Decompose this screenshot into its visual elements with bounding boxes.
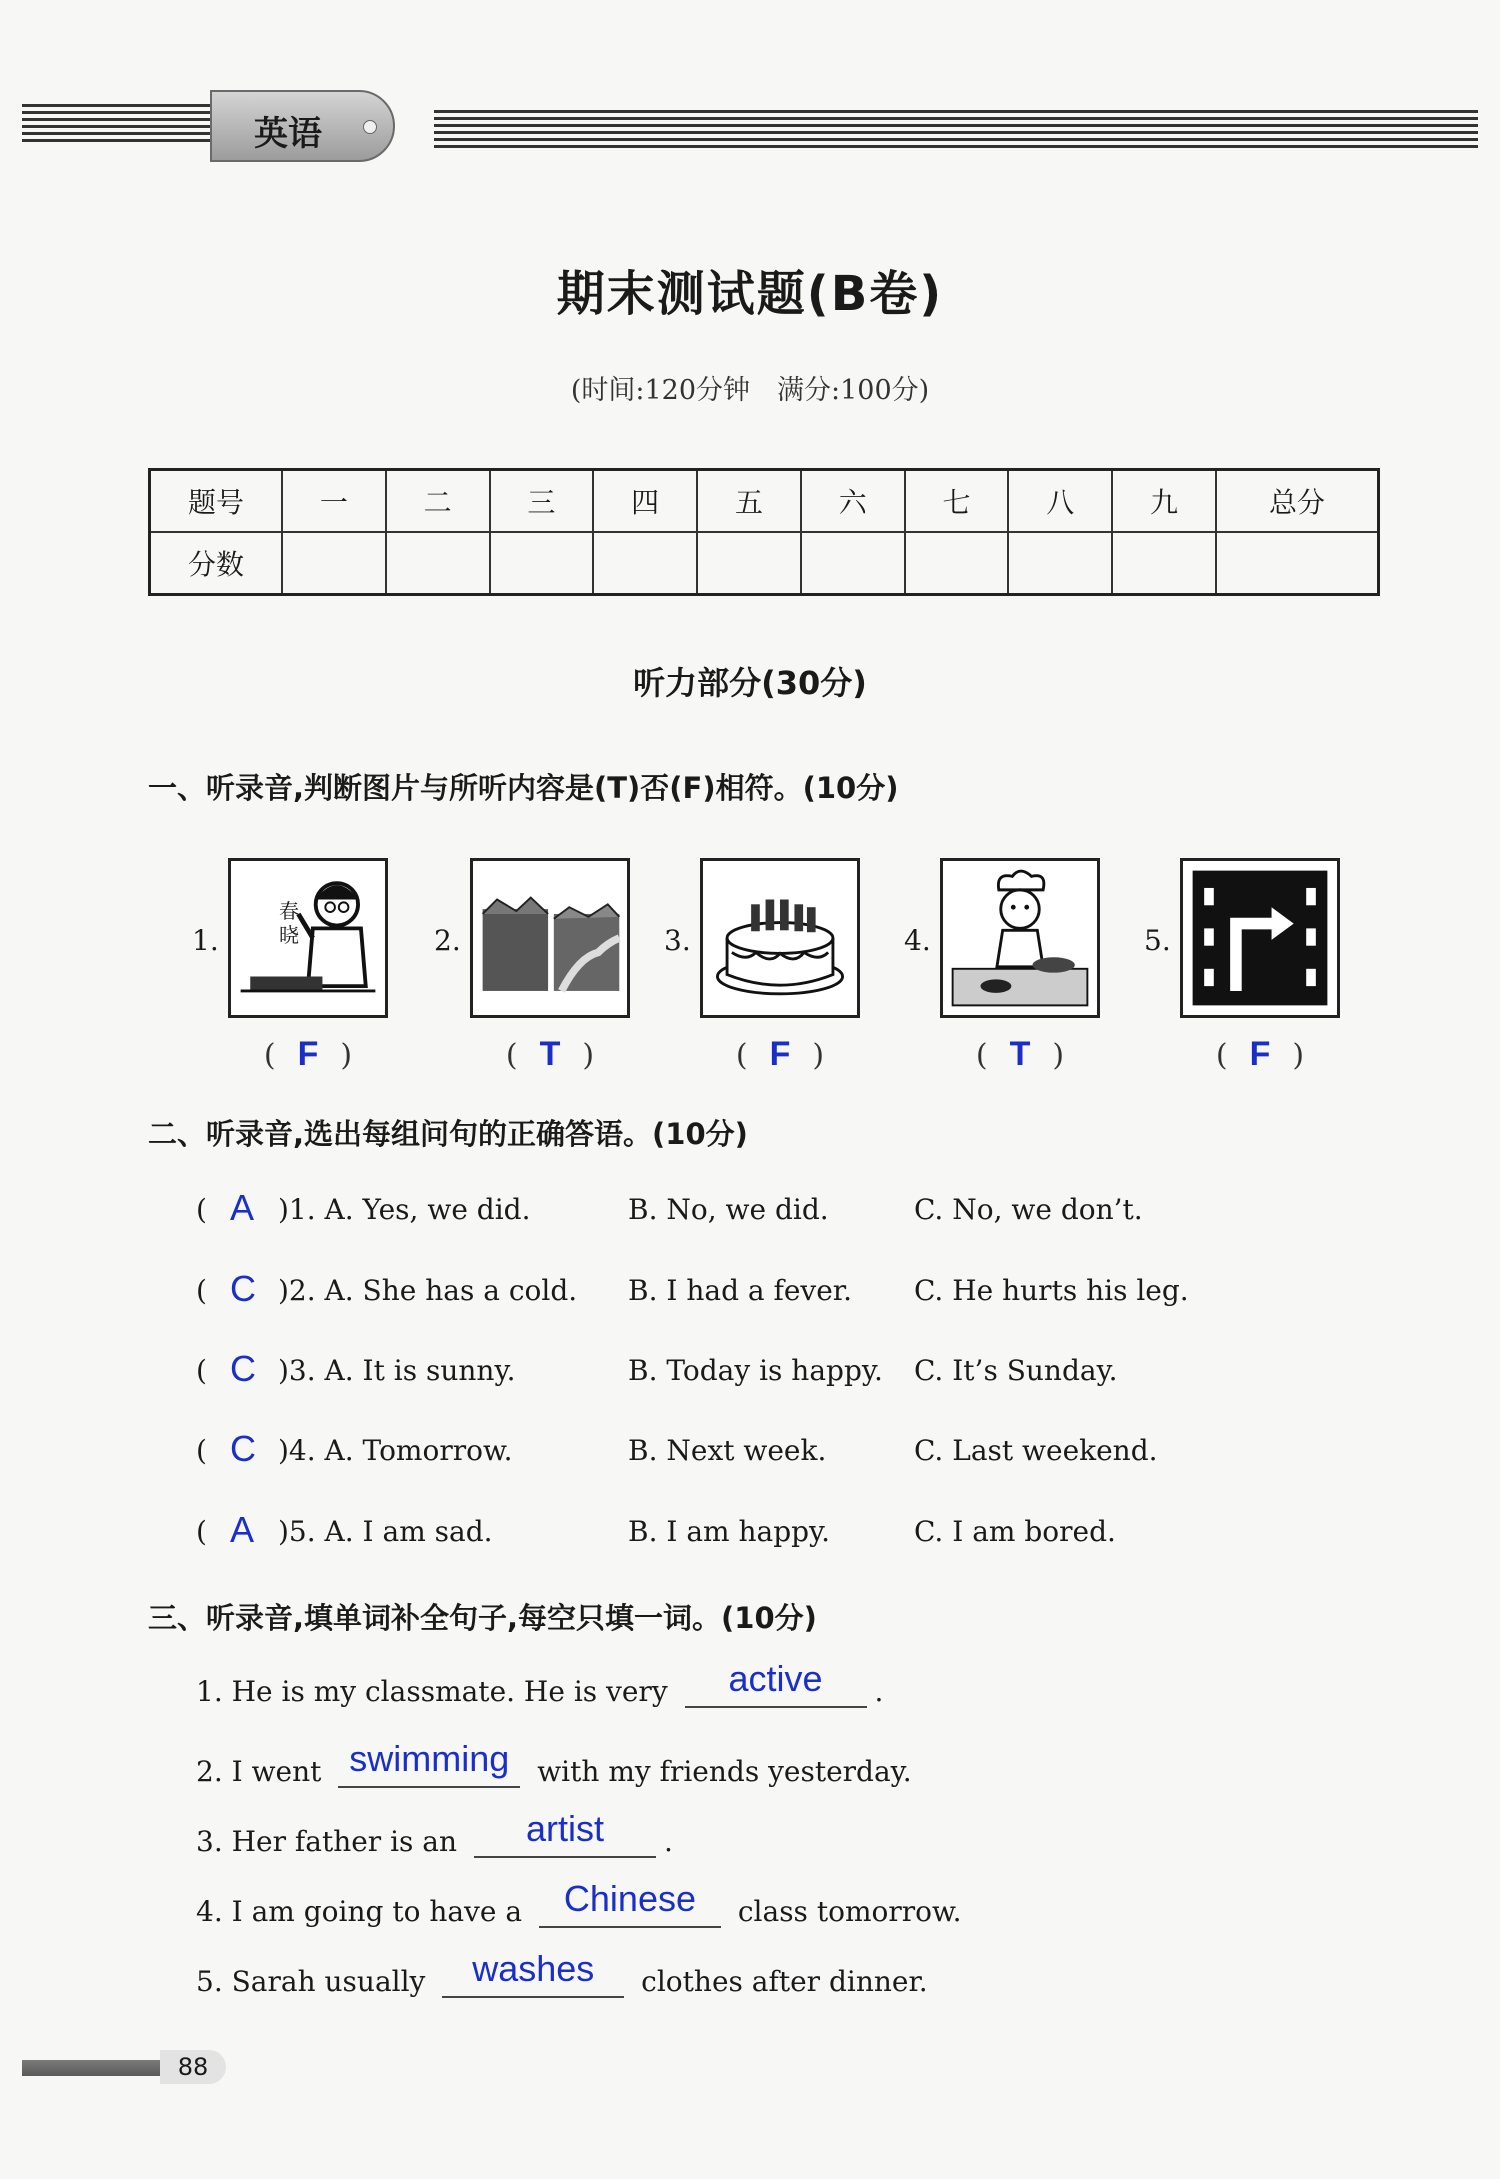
fill-question-1 <box>196 1658 884 1708</box>
fill-question-4 <box>196 1878 962 1928</box>
subject-tab <box>210 90 395 162</box>
sentence-before: 5. Sarah usually <box>196 1965 426 1998</box>
table-cell: 一 <box>282 470 386 533</box>
answer-text: washes <box>472 1948 595 1989</box>
sentence-before: 2. I went <box>196 1755 322 1788</box>
table-cell: 四 <box>593 470 697 533</box>
answer-text: T <box>539 1035 561 1073</box>
fill-question-2 <box>196 1738 912 1788</box>
table-cell: 七 <box>905 470 1009 533</box>
table-cell: 总分 <box>1216 470 1379 533</box>
table-cell: 题号 <box>150 470 283 533</box>
answer-text: C <box>230 1428 256 1469</box>
answer-text: Chinese <box>563 1878 696 1919</box>
table-cell: 三 <box>490 470 594 533</box>
score-entry-cell[interactable] <box>490 532 594 595</box>
fill-question-5 <box>196 1948 928 1998</box>
table-cell: 八 <box>1008 470 1112 533</box>
sentence-after: with my friends yesterday. <box>537 1755 912 1788</box>
girl-cooking-icon <box>940 858 1100 1018</box>
option-b: B. I had a fever. <box>628 1274 853 1307</box>
section2-title: 二、听录音,选出每组问句的正确答语。(10分) <box>148 1117 748 1151</box>
answer-text: artist <box>525 1808 604 1849</box>
score-entry-cell[interactable] <box>1008 532 1112 595</box>
score-table-score-row <box>150 532 1379 595</box>
answer-blank[interactable] <box>474 1808 656 1858</box>
answer-text: F <box>1249 1035 1271 1073</box>
score-entry-cell[interactable] <box>593 532 697 595</box>
option-c: C. It’s Sunday. <box>914 1354 1118 1387</box>
sentence-after: . <box>663 1825 673 1858</box>
option-c: C. He hurts his leg. <box>914 1274 1189 1307</box>
tf-answer-4: ( T ) <box>975 1035 1065 1073</box>
option-c: C. I am bored. <box>914 1515 1116 1548</box>
header-rule-left <box>22 104 212 150</box>
picture-number: 3. <box>664 924 691 957</box>
sentence-before: 4. I am going to have a <box>196 1895 523 1928</box>
answer-blank[interactable] <box>442 1948 624 1998</box>
header-rule-right <box>434 110 1478 156</box>
birthday-cake-icon <box>700 858 860 1018</box>
option-b: B. Next week. <box>628 1434 827 1467</box>
option-c: C. Last weekend. <box>914 1434 1158 1467</box>
option-b: B. I am happy. <box>628 1515 831 1548</box>
table-cell: 二 <box>386 470 490 533</box>
answer-text: A <box>230 1509 255 1550</box>
score-entry-cell[interactable] <box>282 532 386 595</box>
footer-bar <box>22 2060 162 2076</box>
sentence-after: clothes after dinner. <box>641 1965 928 1998</box>
score-table-header-row <box>150 470 1379 533</box>
picture-number: 2. <box>434 924 461 957</box>
exam-info: (时间:120分钟 满分:100分) <box>570 375 930 406</box>
score-entry-cell[interactable] <box>697 532 801 595</box>
subject-label: 英语 <box>254 114 322 154</box>
score-entry-cell[interactable] <box>386 532 490 595</box>
option-a: )2. A. She has a cold. <box>278 1274 578 1307</box>
answer-text: F <box>769 1035 791 1073</box>
answer-blank[interactable] <box>539 1878 721 1928</box>
page-title: 期末测试题(B卷) <box>556 266 944 322</box>
table-cell: 分数 <box>150 532 283 595</box>
answer-text: C <box>230 1268 256 1309</box>
answer-blank[interactable] <box>338 1738 520 1788</box>
tf-answer-2: ( T ) <box>505 1035 595 1073</box>
answer-text: A <box>230 1187 255 1228</box>
option-b: B. No, we did. <box>628 1193 829 1226</box>
picture-number: 5. <box>1144 924 1171 957</box>
sentence-after: . <box>874 1675 884 1708</box>
table-cell: 五 <box>697 470 801 533</box>
sentence-before: 1. He is my classmate. He is very <box>196 1675 668 1708</box>
option-c: C. No, we don’t. <box>914 1193 1143 1226</box>
table-cell: 六 <box>801 470 905 533</box>
section1-title: 一、听录音,判断图片与所听内容是(T)否(F)相符。(10分) <box>148 771 899 805</box>
sentence-after: class tomorrow. <box>737 1895 962 1928</box>
tf-answer-5: ( F ) <box>1215 1035 1305 1073</box>
answer-text: swimming <box>349 1738 510 1779</box>
option-a: )5. A. I am sad. <box>278 1515 493 1548</box>
score-table <box>148 468 1380 596</box>
score-entry-cell[interactable] <box>1216 532 1379 595</box>
tab-hole-icon <box>363 120 377 134</box>
answer-text: active <box>728 1658 823 1699</box>
option-a: )3. A. It is sunny. <box>278 1354 516 1387</box>
answer-text: T <box>1009 1035 1031 1073</box>
score-entry-cell[interactable] <box>905 532 1009 595</box>
tf-answer-3: ( F ) <box>735 1035 825 1073</box>
score-entry-cell[interactable] <box>1112 532 1216 595</box>
option-a: )4. A. Tomorrow. <box>278 1434 513 1467</box>
sentence-before: 3. Her father is an <box>196 1825 458 1858</box>
picture-number: 1. <box>192 924 219 957</box>
listening-section-header: 听力部分(30分) <box>633 664 867 702</box>
answer-text: C <box>230 1348 256 1389</box>
tf-answer-1: ( F ) <box>263 1035 353 1073</box>
mountains-and-river-icon <box>470 858 630 1018</box>
picture-caption: 春晓 <box>279 899 299 947</box>
score-entry-cell[interactable] <box>801 532 905 595</box>
table-cell: 九 <box>1112 470 1216 533</box>
section3-title: 三、听录音,填单词补全句子,每空只填一词。(10分) <box>148 1601 817 1635</box>
man-reading-spring-festival-icon <box>228 858 388 1018</box>
turn-right-sign-icon <box>1180 858 1340 1018</box>
option-a: )1. A. Yes, we did. <box>278 1193 531 1226</box>
fill-question-3 <box>196 1808 673 1858</box>
page-number: 88 <box>160 2050 226 2084</box>
picture-number: 4. <box>904 924 931 957</box>
answer-blank[interactable] <box>685 1658 867 1708</box>
option-b: B. Today is happy. <box>628 1354 883 1387</box>
answer-text: F <box>297 1035 319 1073</box>
